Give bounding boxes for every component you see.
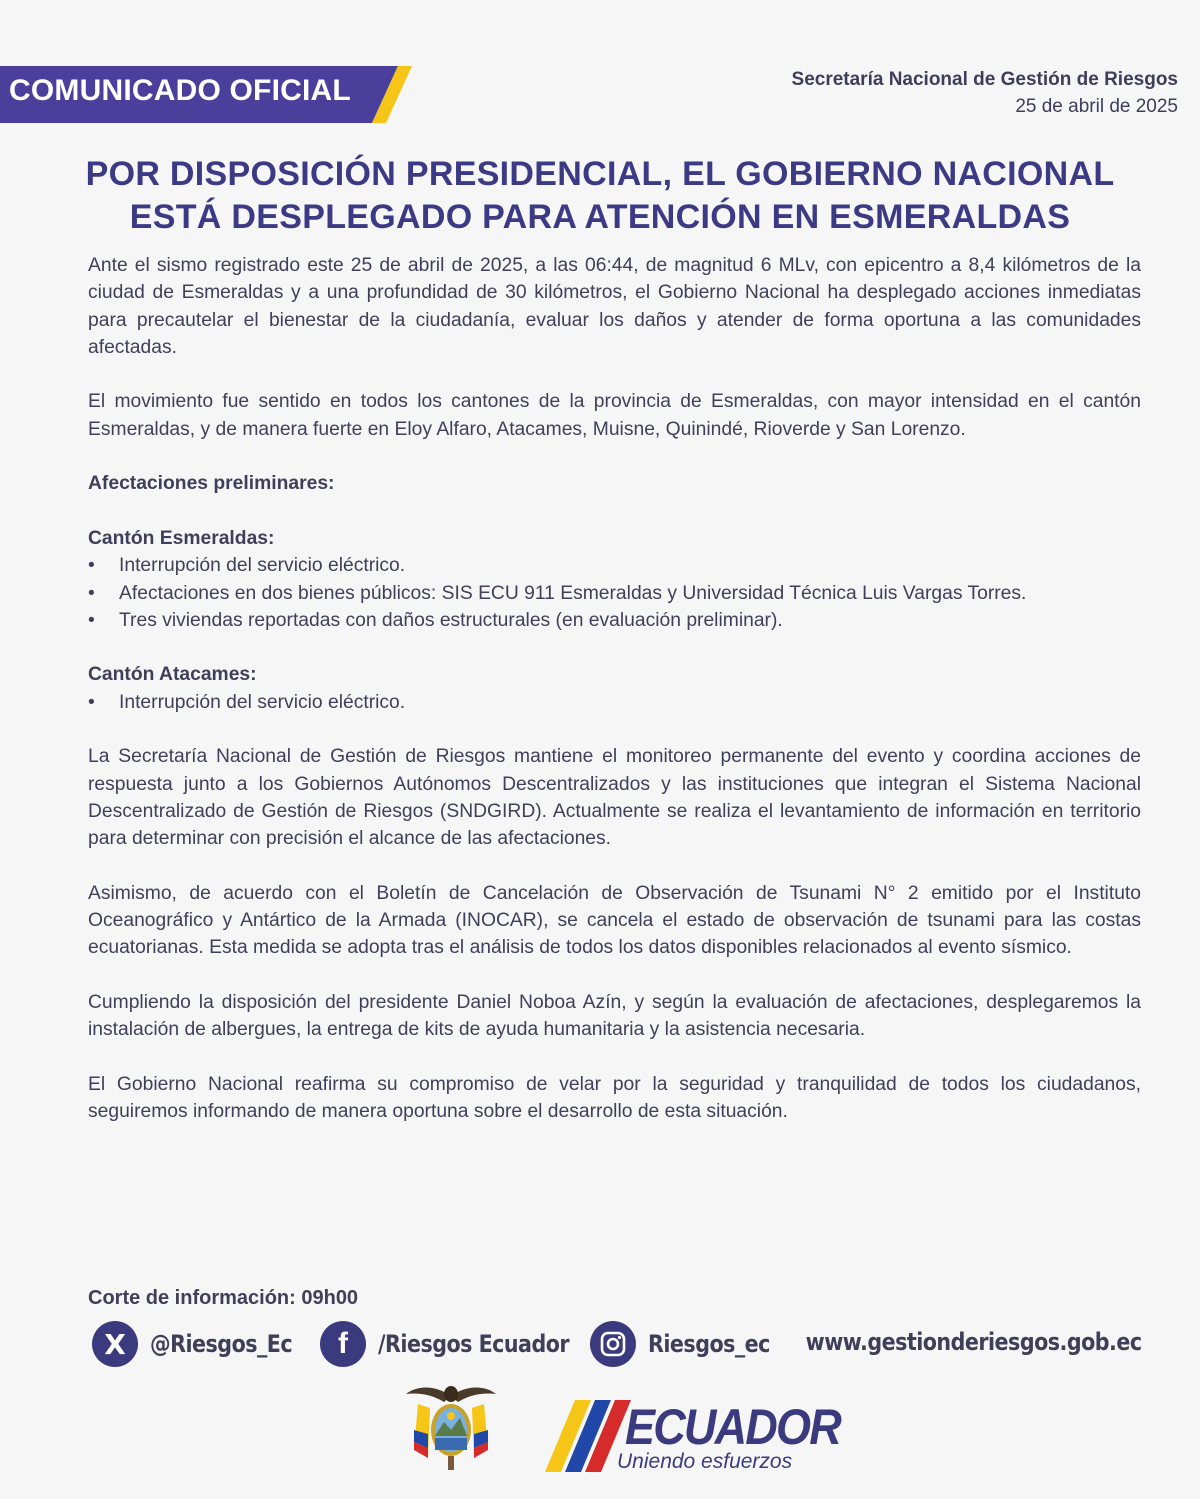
canton-atacames-title: Cantón Atacames:: [88, 664, 257, 686]
brand-tagline: Uniendo esfuerzos: [617, 1450, 793, 1473]
info-cutoff: Corte de información: 09h00: [88, 1287, 359, 1309]
social-links: [92, 1320, 1142, 1370]
list-item: [88, 607, 1141, 634]
section-title: Afectaciones preliminares:: [88, 473, 335, 495]
bullet: •: [88, 691, 95, 713]
list-item-text: Afectaciones en dos bienes públicos: SIS ECU 911 Esmeraldas y Universidad Técnica Luis Vargas Torres.: [119, 582, 1027, 604]
list-item-text: Tres viviendas reportadas con daños estructurales (en evaluación preliminar).: [119, 609, 783, 631]
issuer-block: [792, 66, 1178, 120]
social-facebook-handle[interactable]: /Riesgos Ecuador: [378, 1330, 570, 1358]
banner-label: COMUNICADO OFICIAL: [9, 74, 351, 107]
official-banner: [0, 66, 412, 123]
list-item: [88, 689, 1141, 716]
issuer-org: Secretaría Nacional de Gestión de Riesgos: [791, 69, 1178, 90]
issuer-date: 25 de abril de 2025: [1015, 96, 1178, 117]
social-x-handle[interactable]: @Riesgos_Ec: [150, 1330, 293, 1358]
bullet: •: [88, 555, 95, 577]
facebook-icon: f: [320, 1321, 366, 1367]
social-x[interactable]: [92, 1320, 315, 1368]
canton-esmeraldas-title: Cantón Esmeraldas:: [88, 527, 275, 549]
paragraph-2: El movimiento fue sentido en todos los cantones de la provincia de Esmeraldas, con mayor intensidad en el cantón Esmeraldas, y de manera fuerte en Eloy Alfaro, Atacames, Muisne, Quinindé, Rioverde y San Lorenzo.: [88, 391, 1141, 440]
canton-esmeraldas-list: [88, 552, 1141, 634]
paragraph-5: Cumpliendo la disposición del presidente Daniel Noboa Azín, y según la evaluación de afectaciones, desplegaremos la instalación de albergues, la entrega de kits de ayuda humanitaria y la asistencia necesaria.: [88, 992, 1141, 1041]
social-instagram-handle[interactable]: Riesgos_ec: [648, 1330, 770, 1358]
paragraph-3: La Secretaría Nacional de Gestión de Riesgos mantiene el monitoreo permanente del evento y coordina acciones de respuesta junto a los Gobiernos Autónomos Descentralizados y las instituciones que integran el Sistema Nacional Descentralizado de Gestión de Riesgos (SNDGIRD). Actualmente se realiza el levantamiento de información en territorio para determinar con precisión el alcance de las afectaciones.: [88, 746, 1141, 850]
headline-line-1: POR DISPOSICIÓN PRESIDENCIAL, EL GOBIERNO NACIONAL: [85, 155, 1115, 193]
document-body: [88, 252, 1141, 1153]
paragraph-6: El Gobierno Nacional reafirma su compromiso de velar por la seguridad y tranquilidad de todos los ciudadanos, seguiremos informando de manera oportuna sobre el desarrollo de esta situación.: [88, 1073, 1141, 1123]
x-logo-icon: X: [92, 1321, 138, 1367]
list-item: [88, 552, 1141, 579]
bullet: •: [88, 609, 95, 631]
headline: [40, 153, 1160, 239]
list-item-text: Interrupción del servicio eléctrico.: [119, 555, 406, 577]
instagram-icon: [590, 1321, 636, 1367]
social-facebook[interactable]: [320, 1320, 600, 1368]
list-item: [88, 580, 1141, 607]
website-link[interactable]: www.gestionderiesgos.gob.ec: [806, 1328, 1142, 1356]
social-instagram[interactable]: [590, 1320, 790, 1368]
ecuador-brand-logo: [545, 1398, 840, 1478]
list-item-text: Interrupción del servicio eléctrico.: [119, 691, 406, 713]
paragraph-1: Ante el sismo registrado este 25 de abril de 2025, a las 06:44, de magnitud 6 MLv, con epicentro a 8,4 kilómetros de la ciudad de Esmeraldas y a una profundidad de 30 kilómetros, el Gobierno Nacional ha desplegado acciones inmediatas para precautelar el bienestar de la ciudadanía, evaluar los daños y atender de forma oportuna a las comunidades afectadas.: [88, 255, 1141, 358]
canton-atacames-list: [88, 689, 1141, 716]
coat-of-arms-icon: [404, 1378, 498, 1479]
headline-line-2: ESTÁ DESPLEGADO PARA ATENCIÓN EN ESMERALDAS: [129, 198, 1071, 236]
brand-name: ECUADOR: [625, 1399, 840, 1455]
paragraph-4: Asimismo, de acuerdo con el Boletín de Cancelación de Observación de Tsunami N° 2 emitido por el Instituto Oceanográfico y Antártico de la Armada (INOCAR), se cancela el estado de observación de tsunami para las costas ecuatorianas. Esta medida se adopta tras el análisis de todos los datos disponibles relacionados al evento sísmico.: [88, 882, 1141, 959]
bullet: •: [88, 582, 95, 604]
